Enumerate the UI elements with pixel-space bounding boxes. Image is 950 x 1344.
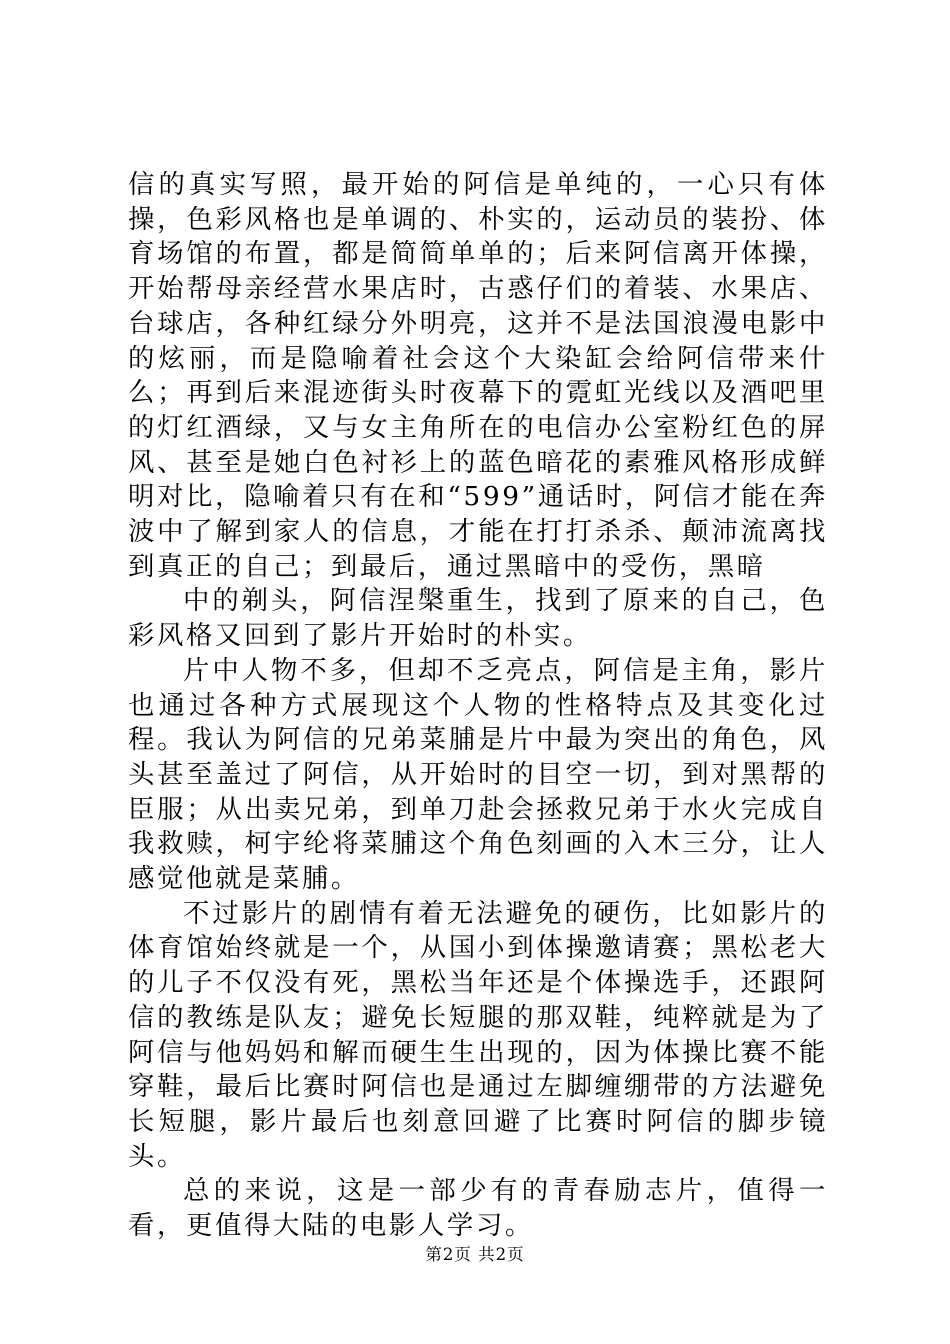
paragraph-3: 片中人物不多，但却不乏亮点，阿信是主角，影片也通过各种方式展现这个人物的性格特点及其变化过程。我认为阿信的兄弟菜脯是片中最为突出的角色，风头甚至盖过了阿信，从开始时的目空一切，到对黑帮的臣服；从出卖兄弟，到单刀赴会拯救兄弟于水火完成自我救赎，柯宇纶将菜脯这个角色刻画的入木三分，让人感觉他就是菜脯。 [128,654,828,895]
page-number: 第2页 共2页 [425,1245,525,1264]
paragraph-4: 不过影片的剧情有着无法避免的硬伤，比如影片的体育馆始终就是一个，从国小到体操邀请赛；黑松老大的儿子不仅没有死，黑松当年还是个体操选手，还跟阿信的教练是队友；避免长短腿的那双鞋，纯粹就是为了阿信与他妈妈和解而硬生生出现的，因为体操比赛不能穿鞋，最后比赛时阿信也是通过左脚缠绷带的方法避免长短腿，影片最后也刻意回避了比赛时阿信的脚步镜头。 [128,897,828,1172]
paragraph-2: 中的剃头，阿信涅槃重生，找到了原来的自己，色彩风格又回到了影片开始时的朴实。 [128,585,828,652]
paragraph-1: 信的真实写照，最开始的阿信是单纯的，一心只有体操，色彩风格也是单调的、朴实的，运动员的装扮、体育场馆的布置，都是简简单单的；后来阿信离开体操，开始帮母亲经营水果店时，古惑仔们的着装、水果店、台球店，各种红绿分外明亮，这并不是法国浪漫电影中的炫丽，而是隐喻着社会这个大染缸会给阿信带来什么；再到后来混迹街头时夜幕下的霓虹光线以及酒吧里的灯红酒绿，又与女主角所在的电信办公室粉红色的屏风、甚至是她白色衬衫上的蓝色暗花的素雅风格形成鲜明对比，隐喻着只有在和“599”通话时，阿信才能在奔波中了解到家人的信息，才能在打打杀杀、颠沛流离找到真正的自己；到最后，通过黑暗中的受伤，黑暗 [128,169,828,582]
body-text [128,168,828,1244]
paragraph-5: 总的来说，这是一部少有的青春励志片，值得一看，更值得大陆的电影人学习。 [128,1175,828,1242]
page-footer [0,1245,950,1265]
